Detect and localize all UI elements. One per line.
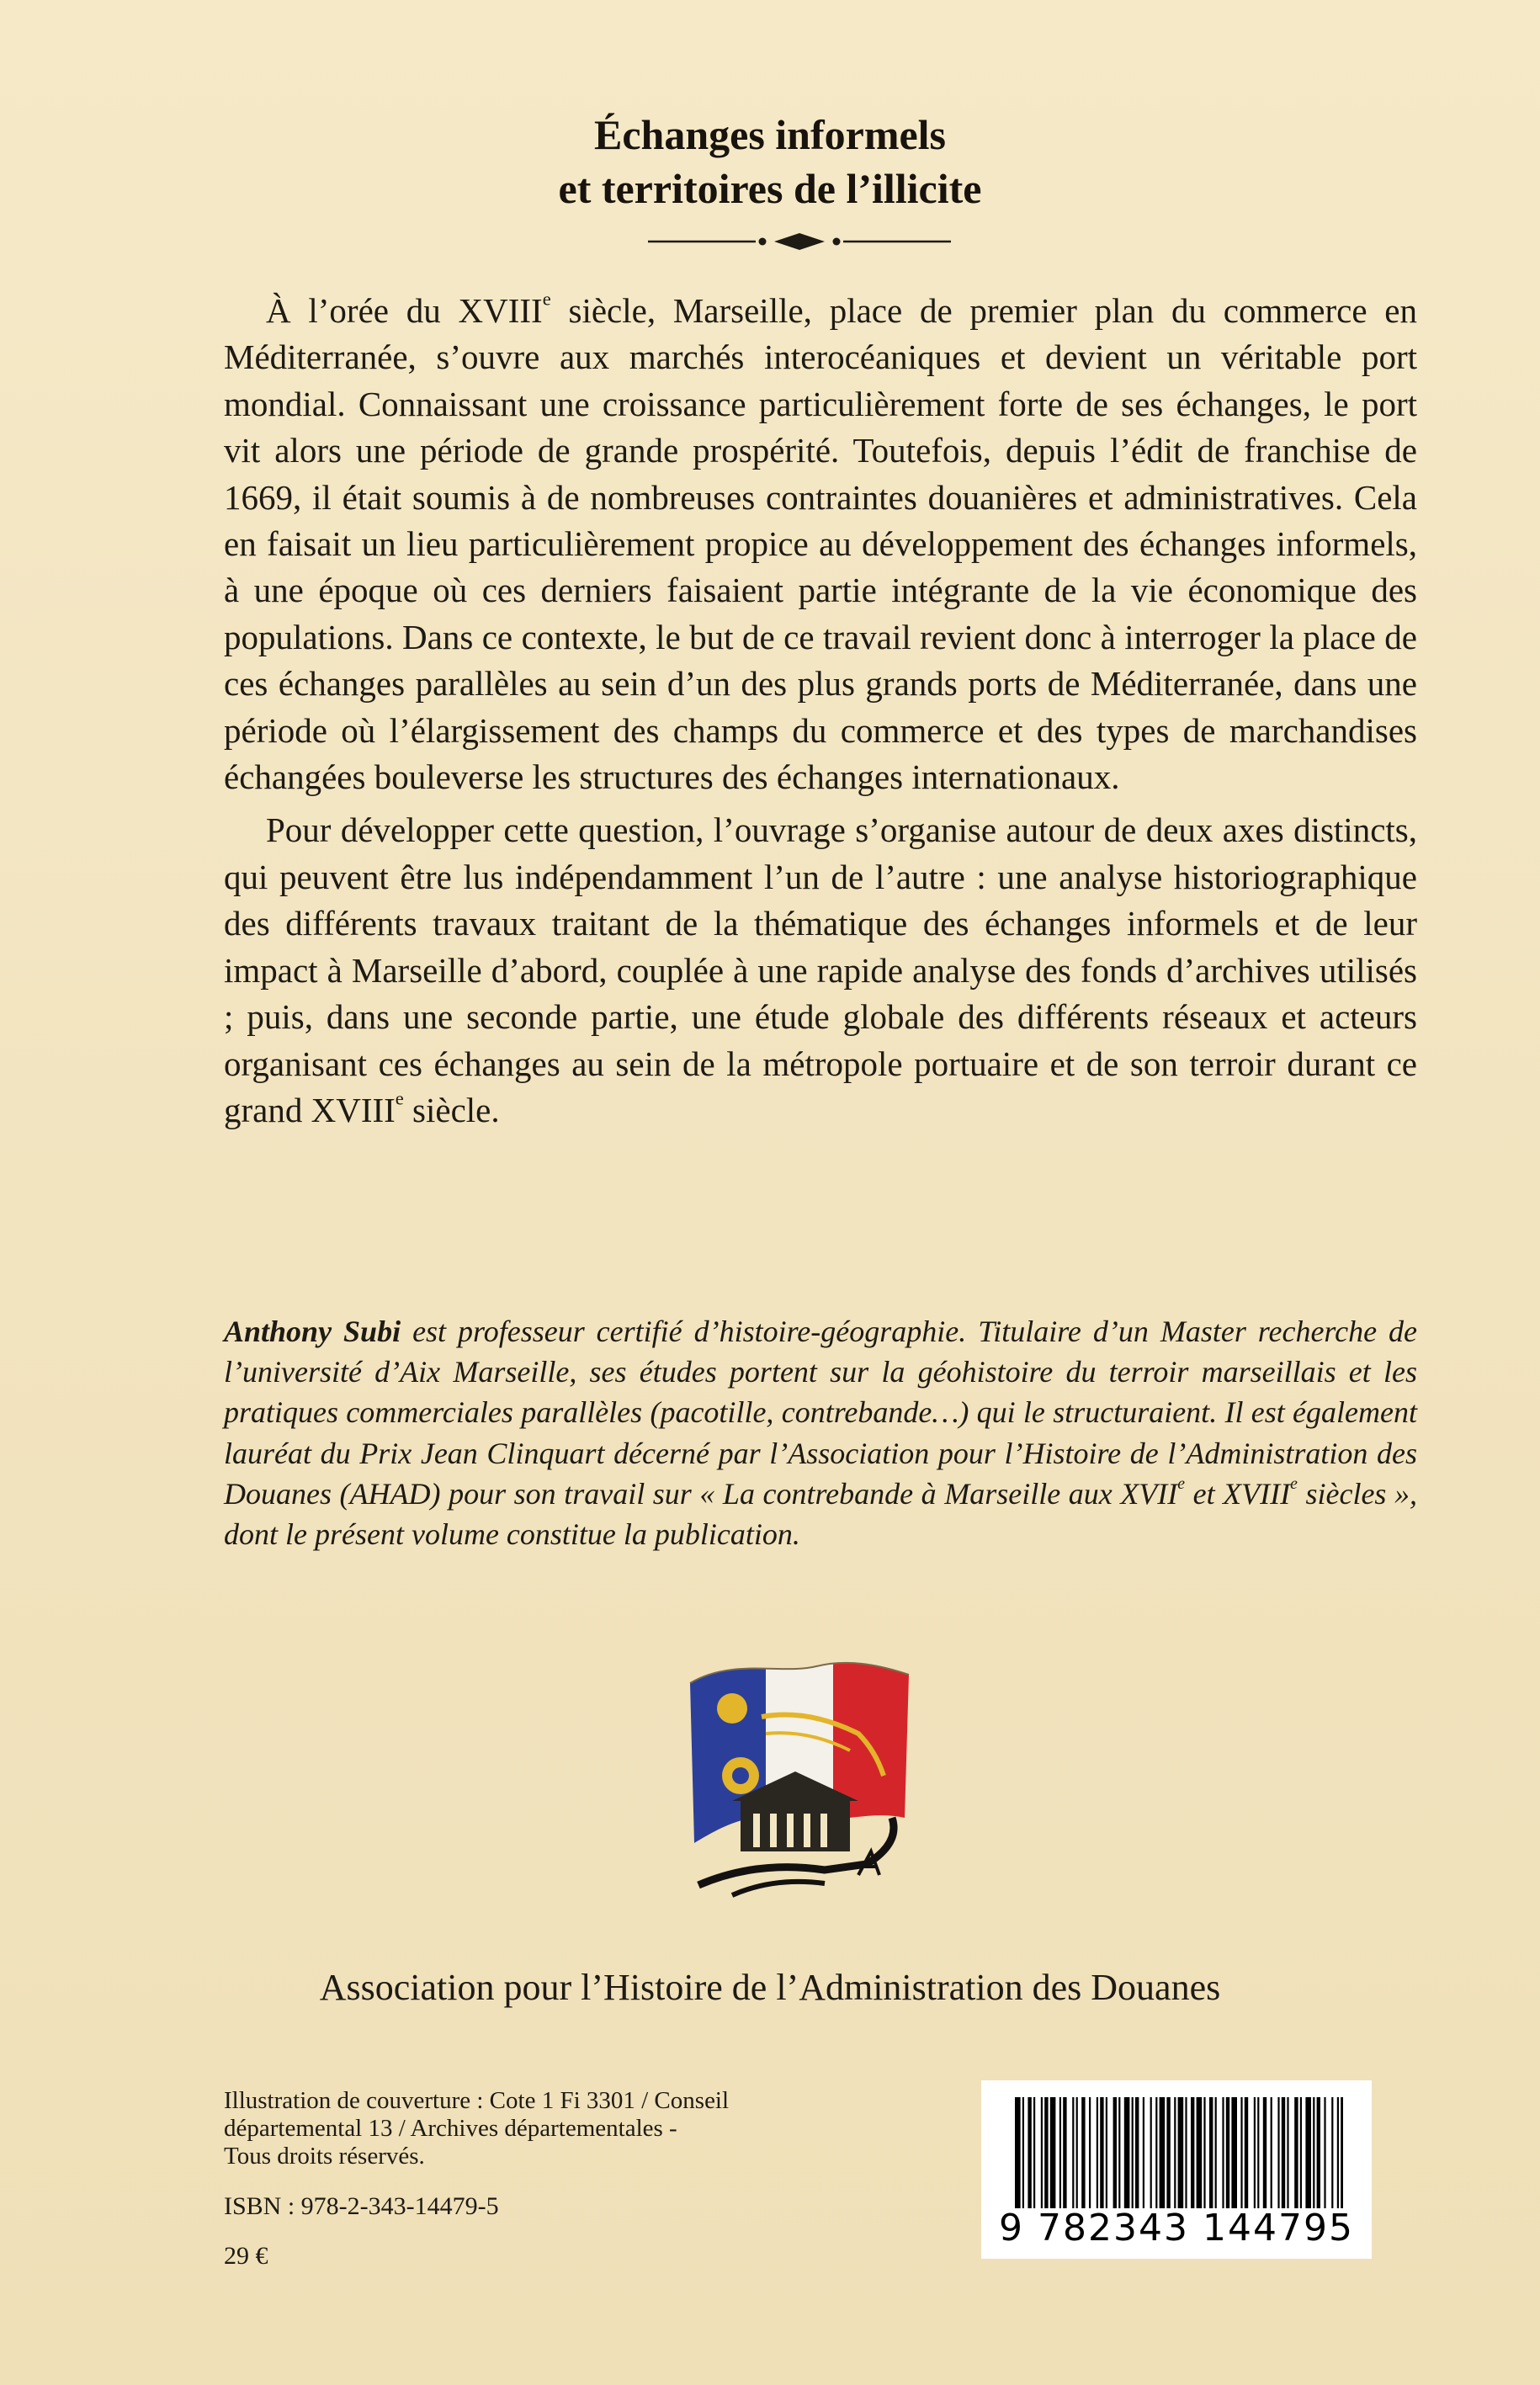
barcode-bar — [1197, 2097, 1203, 2208]
ornament-divider-icon — [648, 229, 951, 254]
barcode-bar — [1313, 2097, 1314, 2208]
barcode-bar — [1081, 2097, 1085, 2208]
barcode-bar — [1015, 2097, 1021, 2208]
barcode-bar — [1174, 2097, 1176, 2208]
barcode-bar — [1257, 2097, 1259, 2208]
barcode-bar — [1166, 2097, 1170, 2208]
barcode-bar — [1063, 2097, 1066, 2208]
barcode-bar — [1124, 2097, 1130, 2208]
barcode-bar — [1209, 2097, 1213, 2208]
barcode-bar — [1240, 2097, 1242, 2208]
cover-credit: Illustration de couverture : Cote 1 Fi 3301 / Conseil départemental 13 / Archives départementales - Tous droits réservés. — [224, 2087, 730, 2170]
barcode-bar — [1331, 2097, 1333, 2208]
barcode-bar — [1150, 2097, 1152, 2208]
barcode-digits: 9 782343 144795 — [999, 2207, 1354, 2250]
book-title — [0, 108, 1540, 215]
association-name: Association pour l’Histoire de l’Administration des Douanes — [319, 1967, 1221, 2008]
barcode-bar — [1106, 2097, 1107, 2208]
barcode-bar — [1022, 2097, 1024, 2208]
barcode-bar — [1294, 2097, 1298, 2208]
price: 29 € — [224, 2242, 268, 2270]
barcode-bar — [1191, 2097, 1194, 2208]
barcode-bar — [1185, 2097, 1187, 2208]
barcode-bar — [1203, 2097, 1205, 2208]
barcode-bar — [1143, 2097, 1144, 2208]
barcode-bar — [1118, 2097, 1120, 2208]
barcode-bar — [1072, 2097, 1074, 2208]
barcode-bar — [1059, 2097, 1061, 2208]
barcode-bar — [1317, 2097, 1320, 2208]
barcode-bar — [1300, 2097, 1302, 2208]
barcode-bar — [1041, 2097, 1043, 2208]
barcode-bar — [1135, 2097, 1139, 2208]
barcode-bar — [1113, 2097, 1117, 2208]
barcode-bar — [1155, 2097, 1157, 2208]
barcode-bar — [1282, 2097, 1285, 2208]
barcode-bar — [1089, 2097, 1091, 2208]
barcode-bar — [1028, 2097, 1031, 2208]
isbn: ISBN : 978-2-343-14479-5 — [224, 2192, 499, 2220]
barcode-bar — [1215, 2097, 1217, 2208]
barcode-bar — [1305, 2097, 1311, 2208]
summary-paragraph-2: Pour développer cette question, l’ouvrage s’organise autour de deux axes distincts, qui peuvent être lus indépendamment l’un de l’autre : une analyse historiographique des différents travaux traitant de la thématique des échanges informels et de leur impact à Marseille d’abord, couplée à une rapide analyse des fonds d’archives utilisés ; puis, dans une seconde partie, une étude globale des différents réseaux et acteurs organisant ces échanges au sein de la métropole portuaire et de son terroir durant ce grand XVIIIe siècle. — [224, 810, 1417, 1129]
barcode-bars-icon — [1015, 2097, 1343, 2208]
barcode-bar — [1337, 2097, 1339, 2208]
barcode-bar — [1287, 2097, 1288, 2208]
barcode-bar — [1033, 2097, 1035, 2208]
barcode-bar — [1100, 2097, 1103, 2208]
ahad-logo-icon — [682, 1649, 917, 1902]
barcode-bar — [1277, 2097, 1279, 2208]
barcode-bar — [1263, 2097, 1267, 2208]
barcode-bar — [1226, 2097, 1229, 2208]
barcode-bar — [1160, 2097, 1166, 2208]
barcode-bar — [1271, 2097, 1272, 2208]
title-line-2: et territoires de l’illicite — [558, 165, 982, 212]
summary-text — [224, 288, 1417, 1134]
barcode-bar — [1097, 2097, 1098, 2208]
title-line-1: Échanges informels — [593, 111, 947, 158]
barcode-bar — [1044, 2097, 1048, 2208]
barcode-bar — [1132, 2097, 1134, 2208]
barcode-bar — [1254, 2097, 1256, 2208]
summary-paragraph-1: À l’orée du XVIIIe siècle, Marseille, place de premier plan du commerce en Méditerranée, s’ouvre aux marchés interocéaniques et devient un véritable port mondial. Connaissant une croissance particulièrement forte de ses échanges, le port vit alors une période de grande prospérité. Toutefois, depuis l’édit de franchise de 1669, il était soumis à de nombreuses contraintes douanières et administratives. Cela en faisait un lieu particulièrement propice au développement des échanges informels, à une époque où ces derniers faisaient partie intégrante de la vie économique des populations. Dans ce contexte, le but de ce travail revient donc à interroger la place de ces échanges parallèles au sein d’un des plus grands ports de Méditerranée, dans une période où l’élargissement des champs du commerce et des types de marchandises échangées bouleverse les structures des échanges internationaux. — [224, 288, 1417, 797]
barcode-bar — [1076, 2097, 1078, 2208]
barcode-bar — [1231, 2097, 1237, 2208]
barcode-bar — [1050, 2097, 1056, 2208]
barcode-bar — [1222, 2097, 1224, 2208]
barcode-bar — [1178, 2097, 1184, 2208]
barcode — [981, 2080, 1372, 2259]
author-name: Anthony Subi — [224, 1315, 401, 1348]
author-bio: Anthony Subi est professeur certifié d’histoire-géographie. Titulaire d’un Master recherche de l’université d’Aix Marseille, ses études portent sur la géohistoire du terroir marseillais et les pratiques commerciales parallèles (pacotille, contrebande…) qui le structuraient. Il est également lauréat du Prix Jean Clinquart décerné par l’Association pour l’Histoire de l’Administration des Douanes (AHAD) pour son travail sur « La contrebande à Marseille aux XVIIe et XVIIIe siècles », dont le présent volume constitue la publication. — [224, 1315, 1418, 1552]
barcode-bar — [1245, 2097, 1248, 2208]
barcode-bar — [1341, 2097, 1343, 2208]
barcode-bar — [1324, 2097, 1325, 2208]
